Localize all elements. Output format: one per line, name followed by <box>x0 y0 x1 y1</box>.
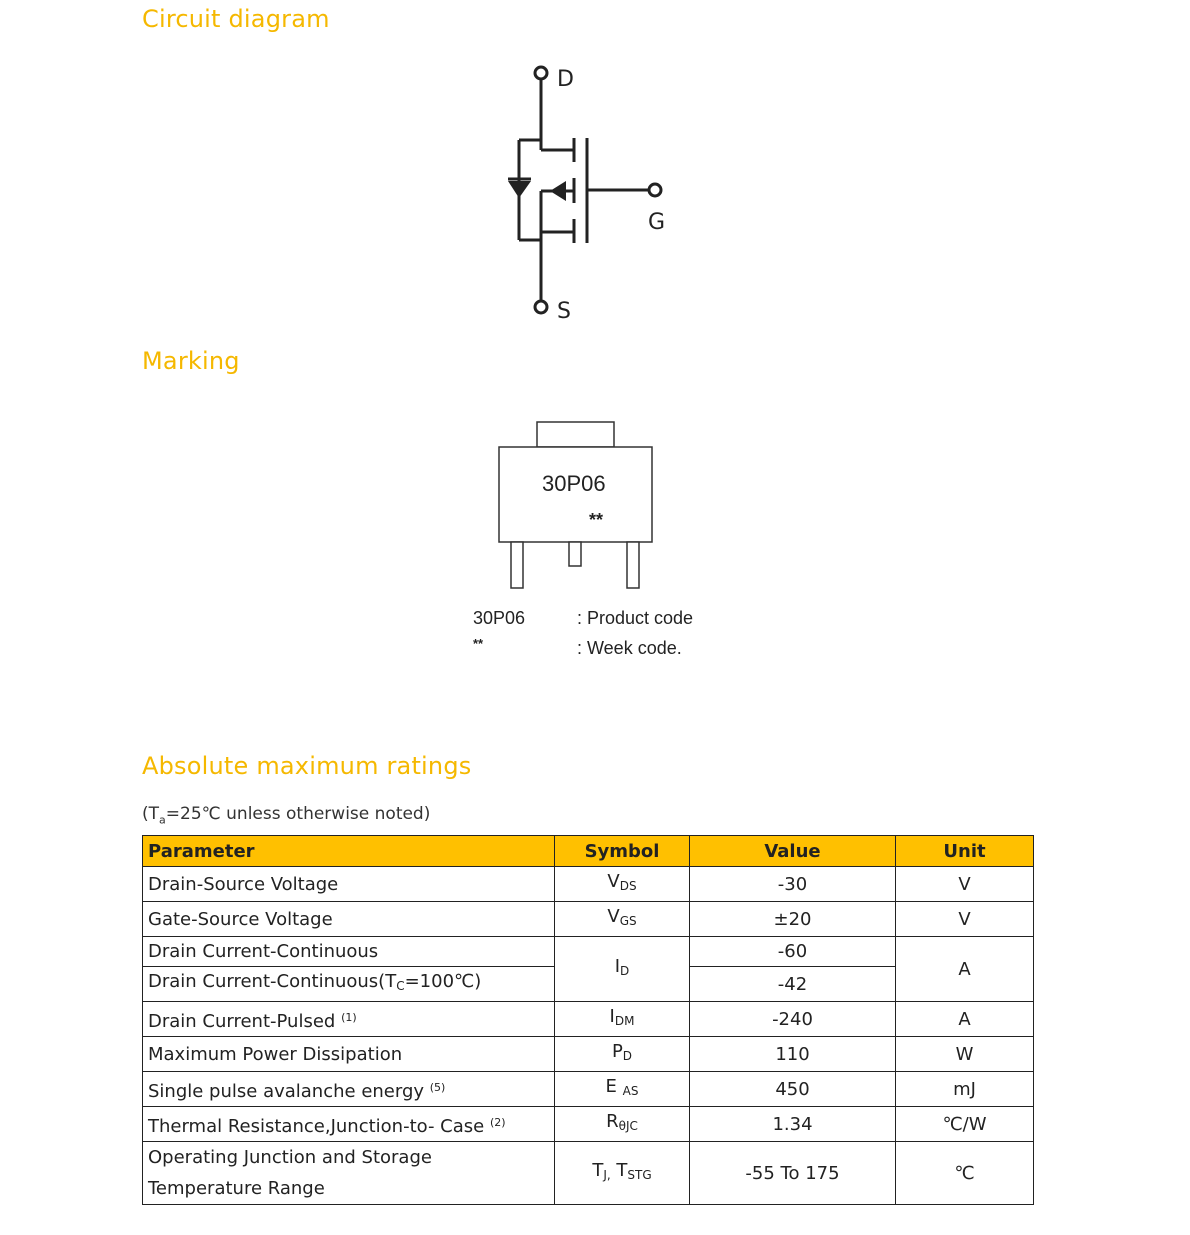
section-title-absolute-maximum-ratings: Absolute maximum ratings <box>142 752 472 780</box>
cell-parameter: Single pulse avalanche energy $^{(5)}$ <box>143 1072 555 1107</box>
pin-label-drain: D <box>557 67 574 92</box>
cell-value: 1.34 <box>690 1107 896 1142</box>
cell-value: ±20 <box>690 902 896 937</box>
cell-unit: ℃/W <box>896 1107 1034 1142</box>
cell-parameter: Drain Current-Continuous(TC=100℃) <box>143 967 555 1002</box>
legend-code-product: 30P06 <box>473 608 526 628</box>
ratings-condition-note: ($T_a=25℃$ unless otherwise noted) <box>142 804 431 827</box>
package-marking-drawing <box>0 415 1190 595</box>
gate-terminal <box>649 184 661 196</box>
cell-symbol: PD <box>555 1037 690 1072</box>
section-title-marking: Marking <box>142 347 240 375</box>
cell-parameter: Gate-Source Voltage <box>143 902 555 937</box>
marking-product-code: 30P06 <box>542 471 606 496</box>
package-lead-right <box>627 542 639 588</box>
table-row <box>143 1037 1034 1072</box>
table-row <box>143 1107 1034 1142</box>
table-row <box>143 1002 1034 1037</box>
channel-arrow-icon <box>550 181 566 201</box>
legend-code-week: ** <box>473 636 484 651</box>
cell-symbol: ID <box>555 937 690 1002</box>
body-diode-icon <box>508 181 531 198</box>
table-row <box>143 867 1034 902</box>
cell-parameter: Drain-Source Voltage <box>143 867 555 902</box>
section-title-circuit-diagram: Circuit diagram <box>142 5 330 33</box>
cell-unit: A <box>896 1002 1034 1037</box>
table-header-row <box>143 836 1034 867</box>
column-header-unit: Unit <box>896 836 1034 867</box>
source-terminal <box>535 301 547 313</box>
cell-parameter: Drain Current-Continuous <box>143 937 555 967</box>
package-lead-middle <box>569 542 581 566</box>
cell-unit: V <box>896 902 1034 937</box>
table-row <box>143 1072 1034 1107</box>
column-header-symbol: Symbol <box>555 836 690 867</box>
cell-unit: V <box>896 867 1034 902</box>
table-row <box>143 937 1034 967</box>
package-tab <box>537 422 614 447</box>
cell-value: -55 To 175 <box>690 1142 896 1205</box>
marking-week-code: ** <box>589 510 604 530</box>
cell-value: -42 <box>690 967 896 1002</box>
cell-value: -60 <box>690 937 896 967</box>
cell-parameter: Drain Current-Pulsed $^{(1)}$ <box>143 1002 555 1037</box>
cell-value: -240 <box>690 1002 896 1037</box>
table-row <box>143 902 1034 937</box>
drain-terminal <box>535 67 547 79</box>
cell-parameter: Maximum Power Dissipation <box>143 1037 555 1072</box>
cell-symbol: VGS <box>555 902 690 937</box>
table-row <box>143 1142 1034 1205</box>
cell-value: 110 <box>690 1037 896 1072</box>
package-lead-left <box>511 542 523 588</box>
cell-value: -30 <box>690 867 896 902</box>
cell-value: 450 <box>690 1072 896 1107</box>
cell-symbol: TJ, TSTG <box>555 1142 690 1205</box>
pin-label-gate: G <box>648 210 666 235</box>
cell-unit: W <box>896 1037 1034 1072</box>
column-header-value: Value <box>690 836 896 867</box>
cell-parameter: Operating Junction and Storage Temperature Range <box>143 1142 555 1205</box>
absolute-maximum-ratings-table <box>142 835 1034 1205</box>
cell-symbol: VDS <box>555 867 690 902</box>
cell-unit: mJ <box>896 1072 1034 1107</box>
cell-symbol: E AS <box>555 1072 690 1107</box>
cell-unit: A <box>896 937 1034 1002</box>
cell-symbol: IDM <box>555 1002 690 1037</box>
legend-desc-product: : Product code <box>577 608 694 628</box>
legend-desc-week: : Week code. <box>577 638 682 658</box>
cell-symbol: RθJC <box>555 1107 690 1142</box>
mosfet-circuit-symbol <box>0 0 1190 340</box>
cell-parameter: Thermal Resistance,Junction-to- Case $^{(2)}$ <box>143 1107 555 1142</box>
cell-unit: ℃ <box>896 1142 1034 1205</box>
pin-label-source: S <box>557 299 571 324</box>
column-header-parameter: Parameter <box>143 836 555 867</box>
